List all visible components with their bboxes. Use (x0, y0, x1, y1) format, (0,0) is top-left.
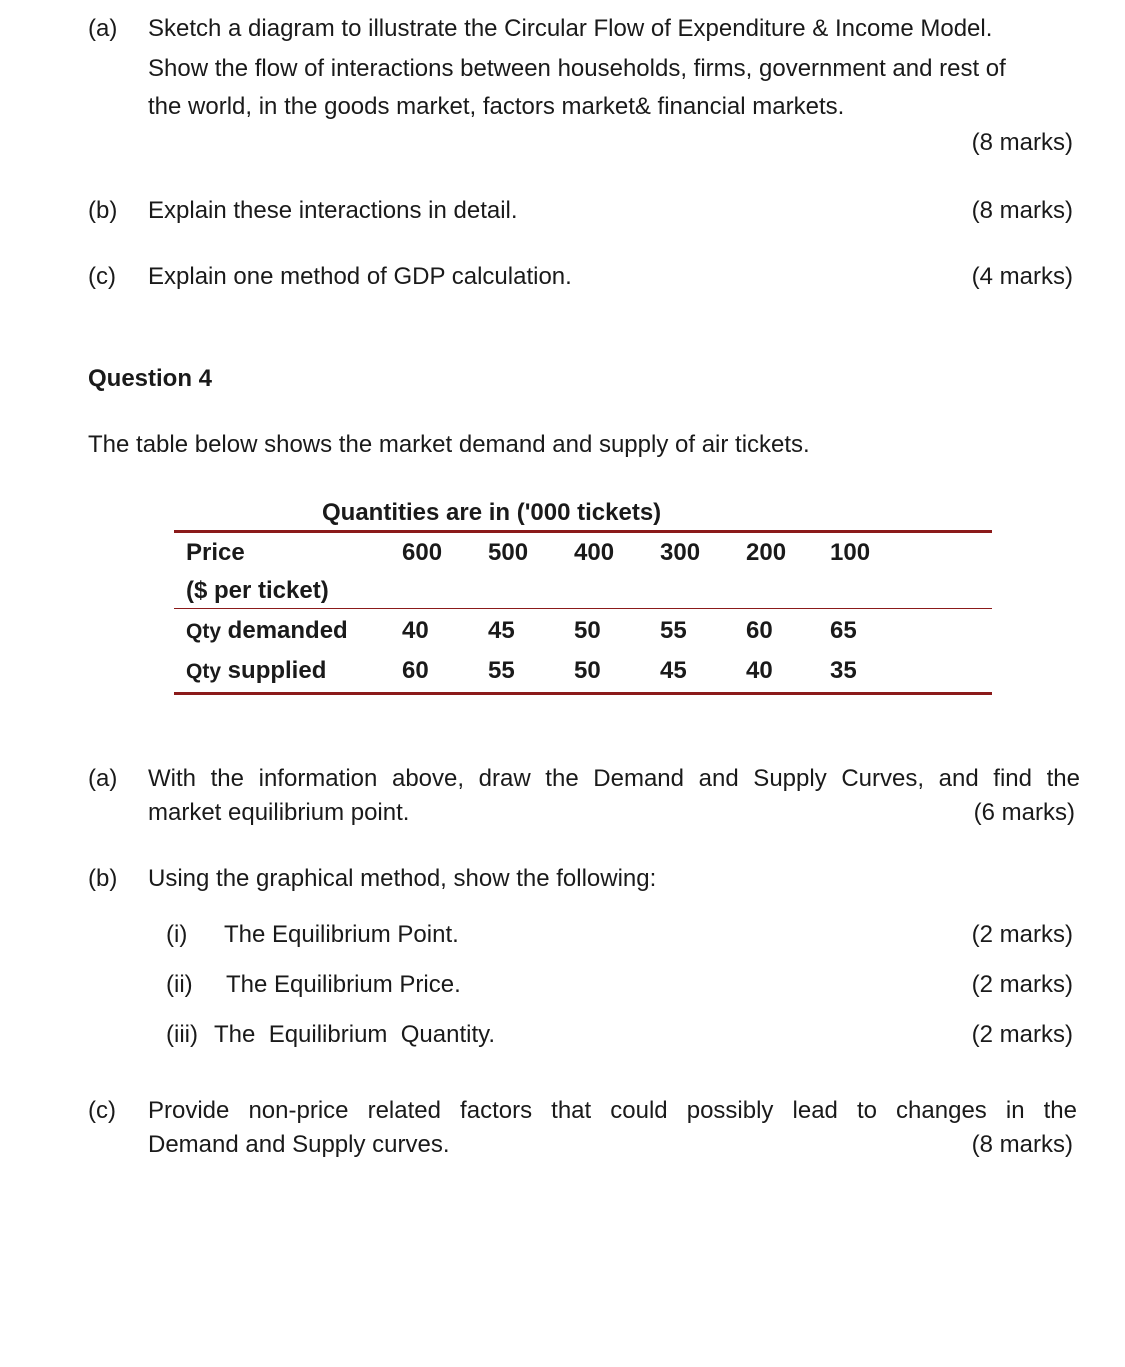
q4a-text-line-1: With the information above, draw the Demand and Supply Curves, and find the (148, 765, 1080, 792)
q4a-marks: (6 marks) (973, 799, 1075, 826)
price-cell: 500 (488, 539, 529, 566)
q3a-text-line-3: the world, in the goods market, factors market& financial markets. (148, 93, 845, 120)
q4b-item-marks: (2 marks) (971, 971, 1073, 998)
q4b-item-marks: (2 marks) (971, 921, 1073, 948)
q4c-marks: (8 marks) (971, 1131, 1073, 1158)
qty-supplied-prefix: Qty (186, 660, 222, 683)
demanded-cell: 45 (488, 617, 515, 644)
qty-supplied-label (186, 657, 326, 685)
q4b-item-text: The Equilibrium Point. (224, 921, 459, 948)
q3a-text-line-1: Sketch a diagram to illustrate the Circular Flow of Expenditure & Income Model. (148, 15, 993, 42)
q3c-marks: (4 marks) (971, 263, 1073, 290)
supplied-cell: 50 (574, 657, 601, 684)
q4b-item-label: (ii) (166, 971, 193, 998)
q4b-label: (b) (88, 865, 118, 892)
q3b-marks: (8 marks) (971, 197, 1073, 224)
q4b-item-label: (iii) (166, 1021, 198, 1048)
q4b-item-label: (i) (166, 921, 188, 948)
q4c-label: (c) (88, 1097, 116, 1124)
q4b-item-text: The Equilibrium Price. (226, 971, 461, 998)
supplied-cell: 45 (660, 657, 687, 684)
q3b-text: Explain these interactions in detail. (148, 197, 518, 224)
demanded-cell: 50 (574, 617, 601, 644)
qty-demanded-label (186, 617, 348, 645)
supplied-cell: 60 (402, 657, 429, 684)
q3a-marks: (8 marks) (971, 129, 1073, 156)
q4a-label: (a) (88, 765, 118, 792)
qty-demanded-suffix: demanded (221, 617, 348, 644)
demanded-cell: 40 (402, 617, 429, 644)
q3c-label: (c) (88, 263, 116, 290)
q3b-label: (b) (88, 197, 118, 224)
q3a-label: (a) (88, 15, 118, 42)
table-mid-rule (174, 608, 992, 609)
q4c-text-line-1: Provide non-price related factors that could possibly lead to changes in the (148, 1097, 1077, 1124)
price-row-unit: ($ per ticket) (186, 577, 329, 604)
qty-supplied-suffix: supplied (221, 657, 327, 684)
q4a-text-line-2: market equilibrium point. (148, 799, 410, 826)
supplied-cell: 40 (746, 657, 773, 684)
price-cell: 400 (574, 539, 615, 566)
price-row-label: Price (186, 539, 245, 566)
table-caption: Quantities are in ('000 tickets) (322, 499, 662, 526)
q3a-text-line-2: Show the flow of interactions between households, firms, government and rest of (148, 55, 1006, 82)
q4b-item-text: The Equilibrium Quantity. (214, 1021, 496, 1048)
demanded-cell: 65 (830, 617, 857, 644)
q4-intro: The table below shows the market demand and supply of air tickets. (88, 431, 810, 458)
demanded-cell: 55 (660, 617, 687, 644)
q3c-text: Explain one method of GDP calculation. (148, 263, 572, 290)
price-cell: 100 (830, 539, 871, 566)
q4b-text: Using the graphical method, show the following: (148, 865, 657, 892)
q4b-item-marks: (2 marks) (971, 1021, 1073, 1048)
price-cell: 200 (746, 539, 787, 566)
qty-demanded-prefix: Qty (186, 620, 222, 643)
price-cell: 300 (660, 539, 701, 566)
price-cell: 600 (402, 539, 443, 566)
question-4-heading: Question 4 (88, 365, 213, 392)
table-top-rule (174, 530, 992, 533)
demanded-cell: 60 (746, 617, 773, 644)
supplied-cell: 55 (488, 657, 515, 684)
table-bottom-rule (174, 692, 992, 695)
q4c-text-line-2: Demand and Supply curves. (148, 1131, 450, 1158)
supplied-cell: 35 (830, 657, 857, 684)
